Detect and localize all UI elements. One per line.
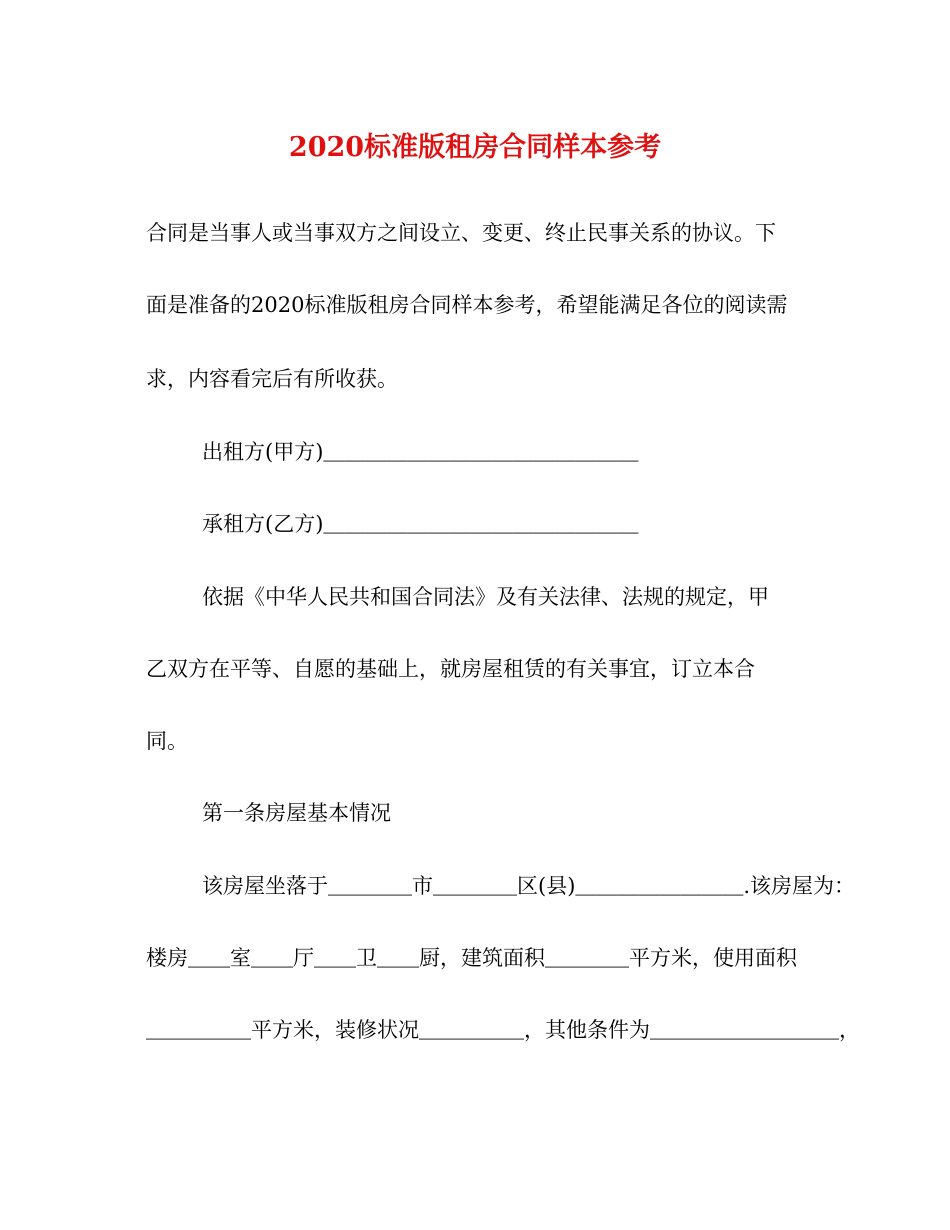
article-1-line-3: ＿＿＿＿＿平方米，装修状况＿＿＿＿＿，其他条件为＿＿＿＿＿＿＿＿＿， [146,1018,860,1042]
intro-line-2: 面是准备的2020标准版租房合同样本参考，希望能满足各位的阅读需 [146,293,788,317]
basis-line-3: 同。 [146,729,188,753]
basis-line-1: 依据《中华人民共和国合同法》及有关法律、法规的规定，甲 [202,585,769,609]
party-a-line: 出租方(甲方)＿＿＿＿＿＿＿＿＿＿＿＿＿＿＿ [202,440,639,464]
basis-line-2: 乙双方在平等、自愿的基础上，就房屋租赁的有关事宜，订立本合 [146,657,755,681]
document-title: 2020标准版租房合同样本参考 [288,132,662,163]
article-1-line-2: 楼房＿＿室＿＿厅＿＿卫＿＿厨，建筑面积＿＿＿＿平方米，使用面积 [146,946,797,970]
party-b-line: 承租方(乙方)＿＿＿＿＿＿＿＿＿＿＿＿＿＿＿ [202,512,639,536]
article-1-heading: 第一条房屋基本情况 [202,801,391,825]
intro-line-3: 求，内容看完后有所收获。 [146,367,398,391]
article-1-line-1: 该房屋坐落于＿＿＿＿市＿＿＿＿区(县)＿＿＿＿＿＿＿＿.该房屋为： [202,874,856,898]
intro-line-1: 合同是当事人或当事双方之间设立、变更、终止民事关系的协议。下 [146,221,776,245]
